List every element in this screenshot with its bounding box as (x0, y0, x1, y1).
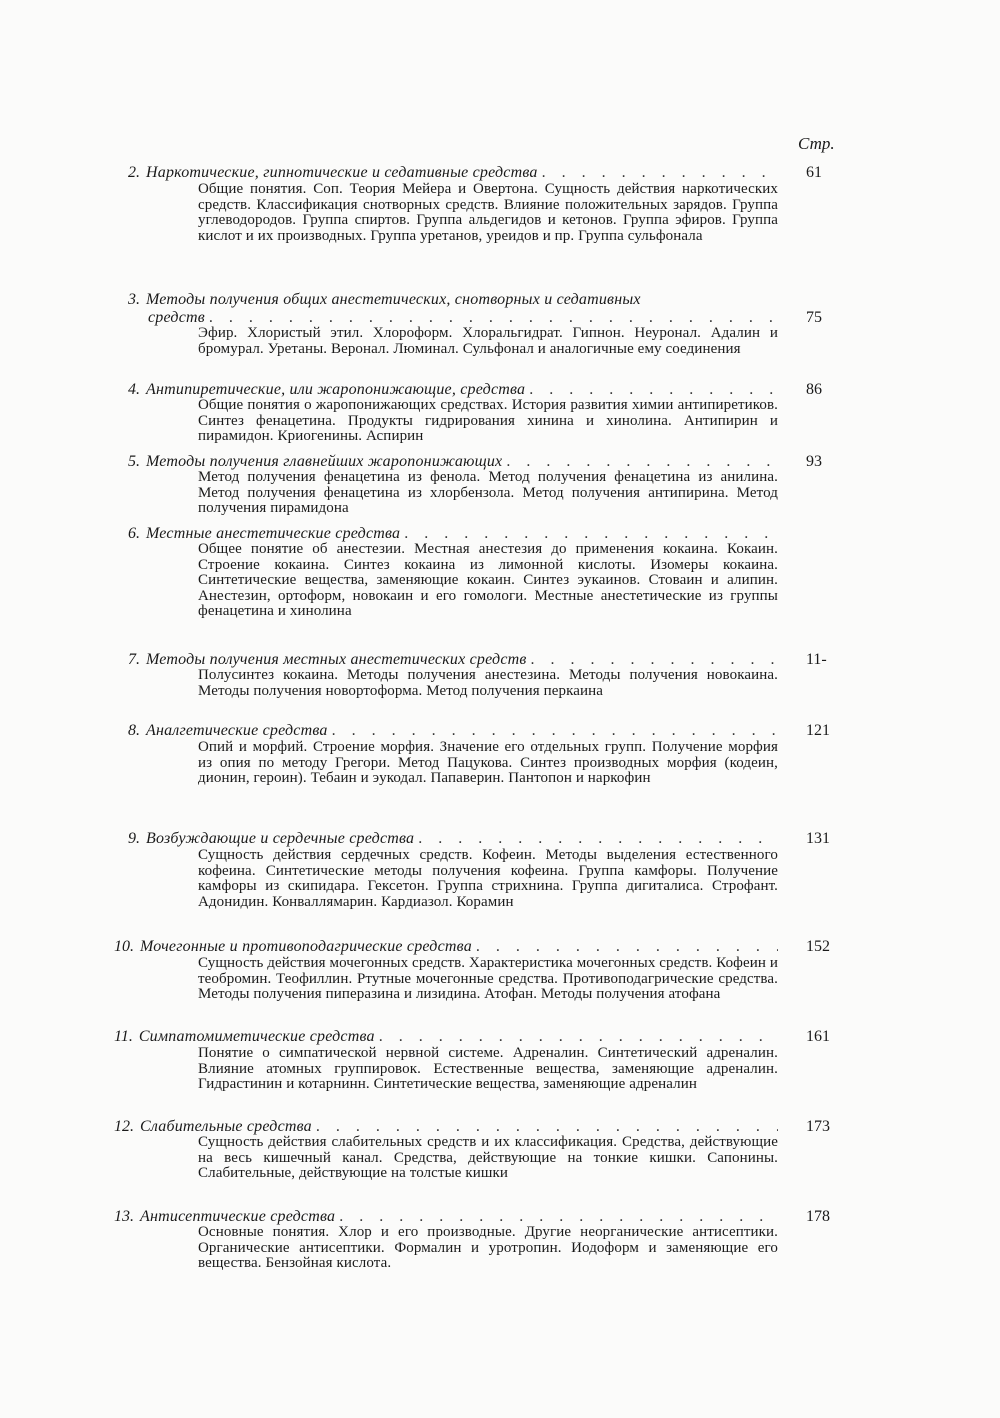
toc-entry-number: 7. (128, 651, 140, 668)
toc-entry-description: Сущность действия мочегонных средств. Характеристика мочегонных средств. Кофеин и теобромин. Теофиллин. Ртутные мочегонные средства. Противоподагрические средства. Методы получения пиперазина и лизидина. Атофан. Методы получения атофана (198, 955, 778, 1002)
toc-entry-heading (114, 938, 778, 956)
toc-entry-description: Метод получения фенацетина из фенола. Метод получения фенацетина из анилина. Метод получения фенацетина из хлорбензола. Метод получения антипирина. Метод получения пирамидона (198, 469, 778, 516)
toc-entry-page: 131 (806, 830, 830, 847)
toc-entry-page: 93 (806, 453, 822, 470)
toc-entry-page: 11- (806, 651, 827, 668)
toc-entry-number: 6. (128, 525, 140, 542)
page-column-label: Стр. (798, 134, 835, 153)
toc-entry-page: 61 (806, 164, 822, 181)
toc-entry-number: 10. (114, 938, 134, 955)
toc-entry-number: 3. (128, 291, 140, 308)
toc-entry-title: Наркотические, гипнотические и седативные средства (146, 164, 538, 181)
toc-entry-description: Сущность действия слабительных средств и их классификация. Средства, действующие на весь кишечный канал. Средства, действующие на тонкие кишки. Сапонины. Слабительные, действующие на толстые кишки (198, 1134, 778, 1181)
toc-entry-page: 121 (806, 722, 830, 739)
toc-entry-title: Симпатомиметические средства (138, 1028, 375, 1045)
toc-entry-title-continued: средств (148, 309, 205, 326)
toc-entry-description: Сущность действия сердечных средств. Кофеин. Методы выделения естественного кофеина. Синтетические методы получения кофеина. Группа камфоры. Получение камфоры из скипидара. Гексетон. Группа стрихнина. Группа дигиталиса. Строфант. Адонидин. Конваллямарин. Кардиазол. Корамин (198, 847, 778, 910)
toc-entry-title: Слабительные средства (140, 1118, 312, 1135)
toc-entry-description: Опий и морфий. Строение морфия. Значение его отдельных групп. Получение морфия из опия по методу Грегори. Метод Пацукова. Синтез производных морфия (кодеин, дионин, героин). Тебаин и эукодал. Папаверин. Пантопон и наркофин (198, 739, 778, 786)
toc-entry-heading (114, 1028, 778, 1046)
toc-entry-description: Основные понятия. Хлор и его производные. Другие неорганические антисептики. Органические антисептики. Формалин и уротропин. Иодоформ и заменяющие его вещества. Бензойная кислота. (198, 1224, 778, 1271)
toc-entry-title: Возбуждающие и сердечные средства (146, 830, 415, 847)
leader-dots (542, 164, 778, 182)
leader-dots (379, 1028, 778, 1046)
toc-entry-number: 4. (128, 381, 140, 398)
toc-entry-heading (128, 830, 778, 848)
toc-entry-description: Общие понятия. Соп. Теория Мейера и Овертона. Сущность действия наркотических средств. Классификация снотворных средств. Влияние положительных зарядов. Группа углеводородов. Группа спиртов. Группа альдегидов и кетонов. Группа эфиров. Группа кислот и их производных. Группа уретанов, уреидов и пр. Группа сульфонала (198, 181, 778, 244)
toc-entry-title: Аналгетические средства (146, 722, 328, 739)
toc-entry-description: Общее понятие об анестезии. Местная анестезия до применения кокаина. Кокаин. Строение кокаина. Синтез кокаина из лимонной кислоты. Изомеры кокаина. Синтетические вещества, заменяющие кокаин. Синтез эукаинов. Стоваин и алипин. Анестезин, ортоформ, новокаин и его гомологи. Местные анестетические из группы фенацетина и хинолина (198, 541, 778, 619)
toc-entry-number: 5. (128, 453, 140, 470)
toc-entry-title: Методы получения главнейших жаропонижающих (146, 453, 503, 470)
toc-entry-number: 13. (114, 1208, 134, 1225)
toc-entry-title: Мочегонные и противоподагрические средства (140, 938, 472, 955)
toc-entry-title: Методы получения местных анестетических средств (146, 651, 527, 668)
leader-dots (476, 938, 778, 956)
toc-entry-number: 8. (128, 722, 140, 739)
toc-entry-description: Эфир. Хлористый этил. Хлороформ. Хлоральгидрат. Гипнон. Неуронал. Адалин и бромурал. Уретаны. Веронал. Люминал. Сульфонал и аналогичные ему соединения (198, 325, 778, 357)
toc-entry-title: Антипиретические, или жаропонижающие, средства (146, 381, 526, 398)
toc-entry-page: 86 (806, 381, 822, 398)
toc-entry-title: Местные анестетические средства (146, 525, 401, 542)
toc-entry-title: Методы получения общих анестетических, снотворных и седативных (146, 291, 641, 308)
toc-entry-number: 9. (128, 830, 140, 847)
toc-entry-heading (128, 291, 778, 309)
toc-entry-heading (128, 722, 778, 740)
toc-entry-heading (128, 164, 778, 182)
toc-entry-page: 75 (806, 309, 822, 326)
toc-entry-number: 11. (114, 1028, 133, 1045)
toc-entry-number: 2. (128, 164, 140, 181)
leader-dots (418, 830, 778, 848)
toc-entry-page: 152 (806, 938, 830, 955)
toc-entry-page: 161 (806, 1028, 830, 1045)
toc-entry-page: 178 (806, 1208, 830, 1225)
toc-entry-page: 173 (806, 1118, 830, 1135)
toc-entry-description: Общие понятия о жаропонижающих средствах. История развития химии антипиретиков. Синтез фенацетина. Продукты гидрирования хинина и хинолина. Антипирин и пирамидон. Криогенины. Аспирин (198, 397, 778, 444)
toc-entry-title: Антисептические средства (140, 1208, 336, 1225)
leader-dots (332, 722, 778, 740)
toc-entry-description: Понятие о симпатической нервной системе. Адреналин. Синтетический адреналин. Влияние атомных группировок. Естественные вещества, заменяющие адреналин. Гидрастинин и котарнинн. Синтетические вещества, заменяющие адреналин (198, 1045, 778, 1092)
toc-entry-number: 12. (114, 1118, 134, 1135)
toc-entry-description: Полусинтез кокаина. Методы получения анестезина. Методы получения новокаина. Методы получения новортоформа. Метод получения перкаина (198, 667, 778, 699)
